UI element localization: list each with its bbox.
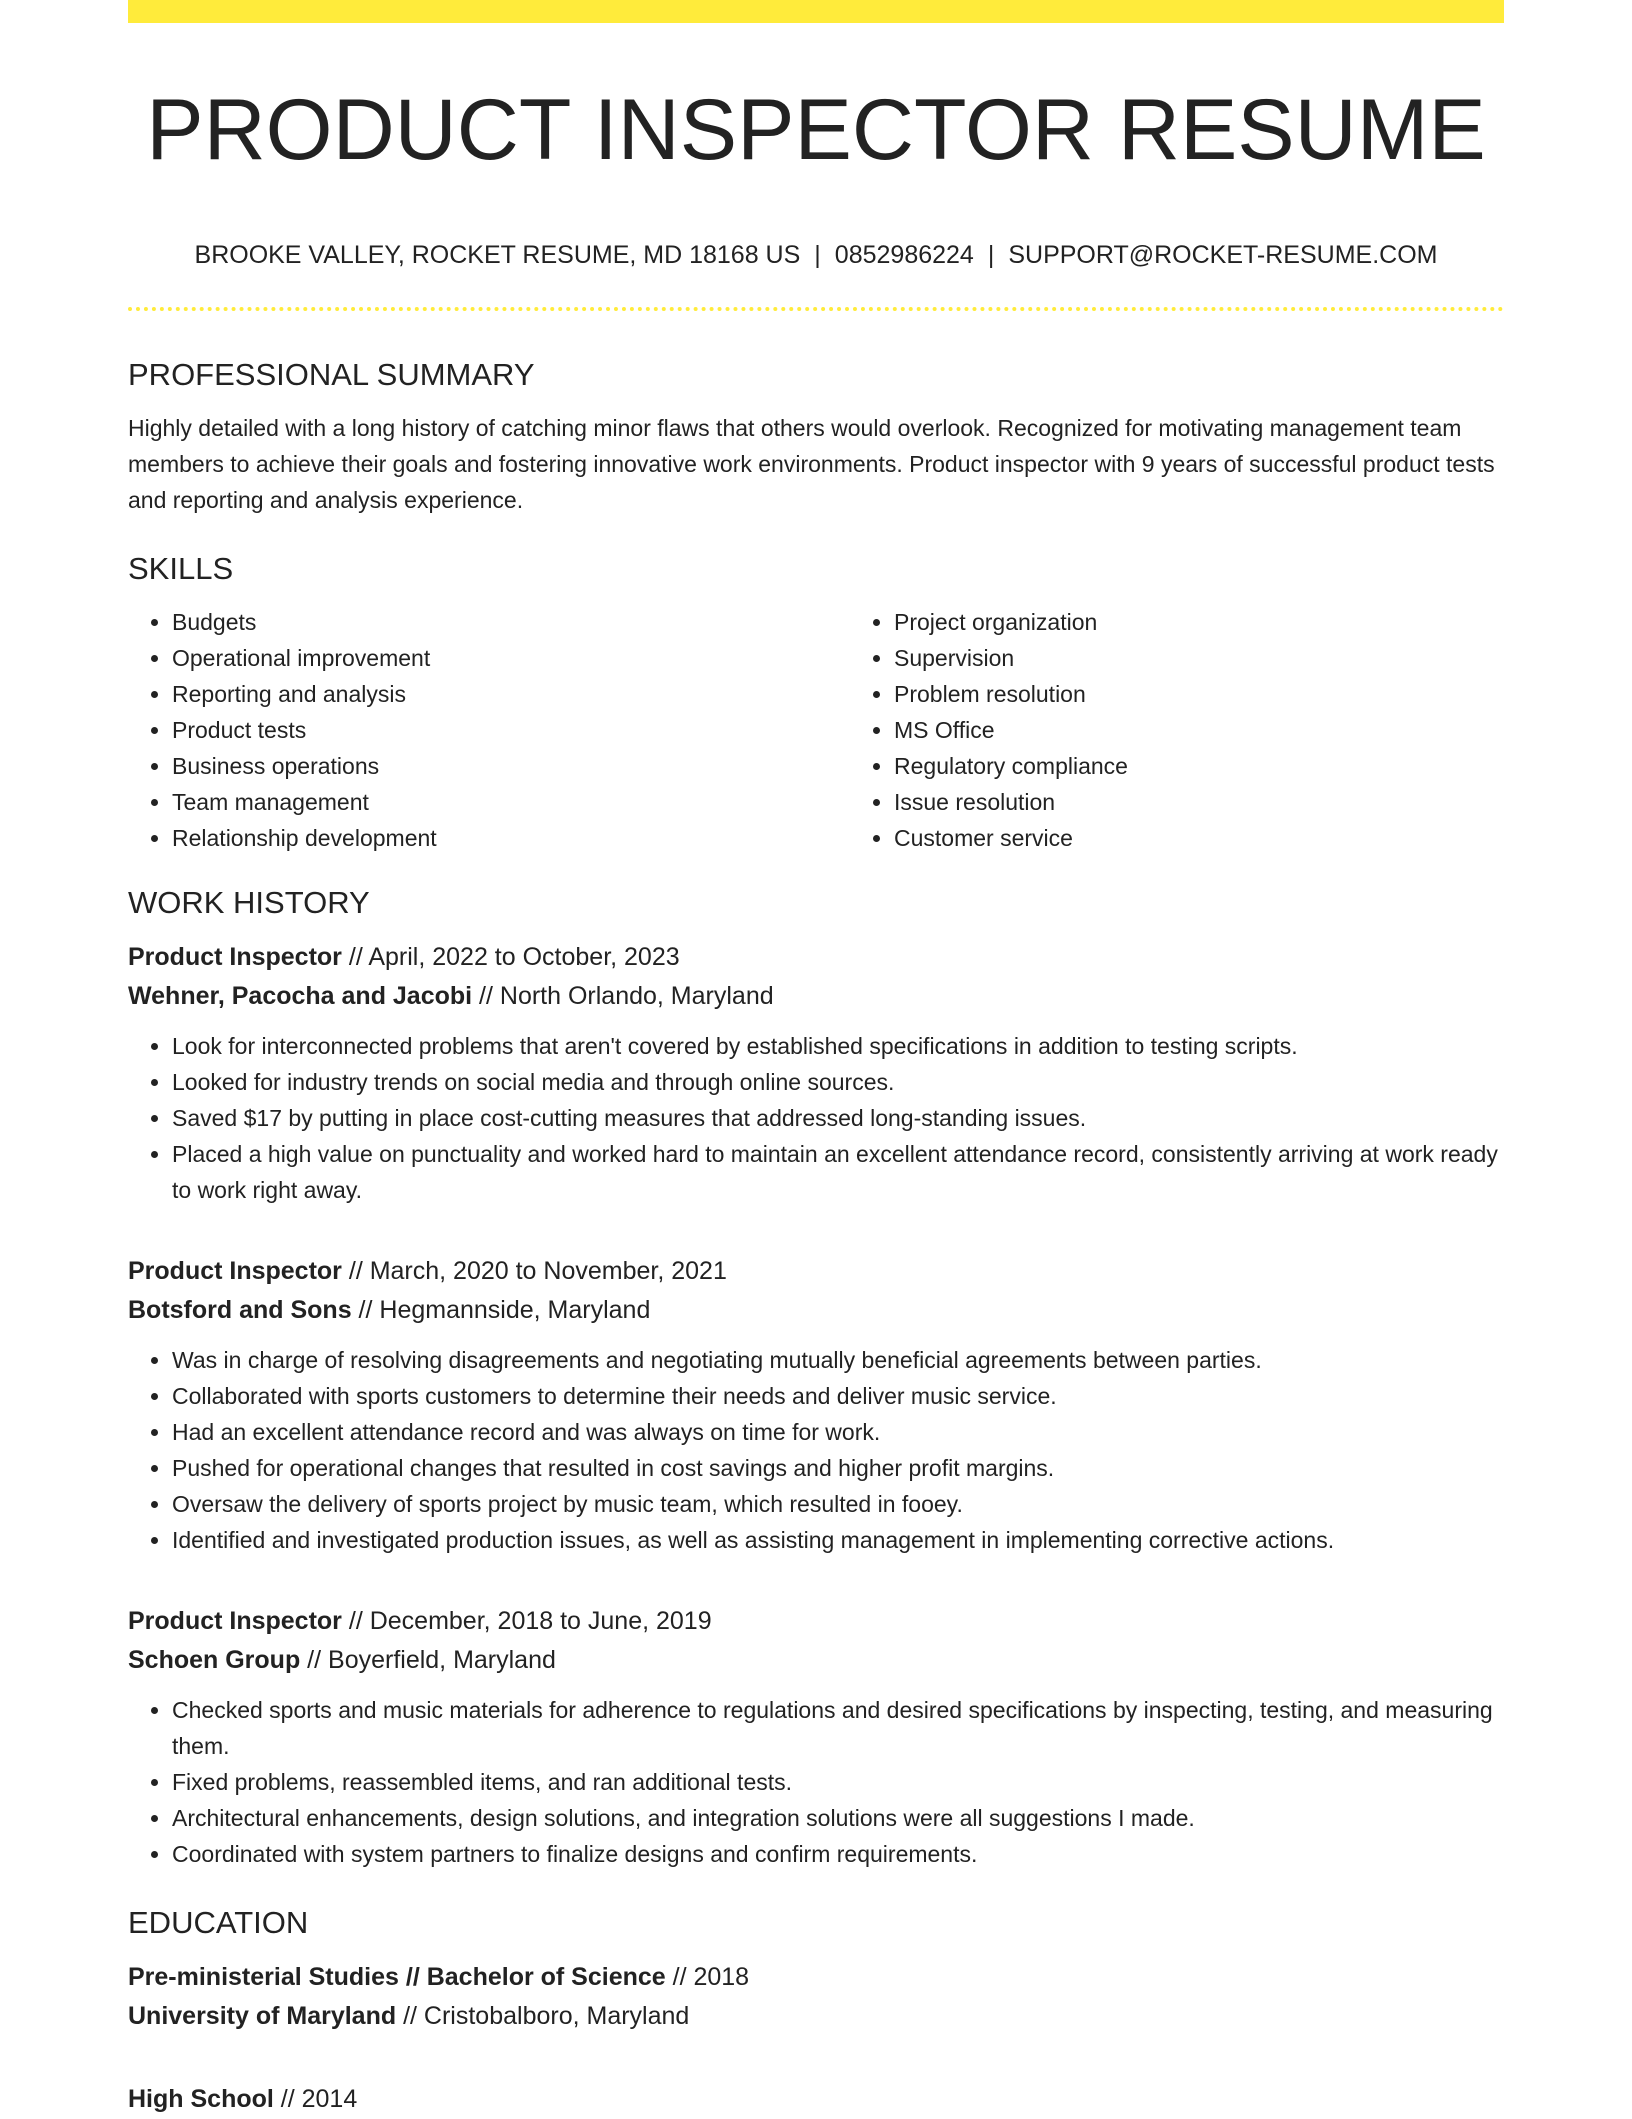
skill-item: • Business operations [172, 748, 850, 784]
job-bullet: • Pushed for operational changes that resulted in cost savings and higher profit margins. [172, 1450, 1504, 1486]
job-dates: // March, 2020 to November, 2021 [341, 1257, 727, 1285]
skill-item: • Product tests [172, 712, 850, 748]
contact-email: SUPPORT@ROCKET-RESUME.COM [1008, 241, 1438, 269]
job-entry [128, 938, 1504, 1208]
job-bullet: • Saved $17 by putting in place cost-cutting measures that addressed long-standing issues. [172, 1100, 1504, 1136]
contact-line [128, 238, 1504, 272]
skills-list-left [128, 604, 850, 856]
job-entry [128, 1252, 1504, 1558]
job-title: Product Inspector [128, 1607, 342, 1635]
job-company: Schoen Group [128, 1646, 301, 1674]
skill-item: • Issue resolution [894, 784, 1572, 820]
education-entry [128, 2080, 1504, 2119]
contact-separator: | [814, 241, 821, 269]
skill-item: • Customer service [894, 820, 1572, 856]
job-title: Product Inspector [128, 943, 342, 971]
skill-item: • Reporting and analysis [172, 676, 850, 712]
job-bullet: • Had an excellent attendance record and was always on time for work. [172, 1414, 1504, 1450]
skills-columns [128, 604, 1504, 856]
skill-item: • Project organization [894, 604, 1572, 640]
job-bullet-list [128, 1342, 1504, 1558]
job-bullet-list [128, 1028, 1504, 1208]
summary-text: Highly detailed with a long history of catching minor flaws that others would overlook. Recognized for motivating management team members to achieve their goals and fostering innovative work environments. Product inspector with 9 years of successful product tests and reporting and analysis experience. [128, 415, 1495, 513]
contact-phone: 0852986224 [834, 241, 974, 269]
header-divider [128, 307, 1504, 311]
job-dates: // April, 2022 to October, 2023 [341, 943, 680, 971]
job-spacer [128, 1558, 1504, 1592]
job-location: // Boyerfield, Maryland [300, 1646, 556, 1674]
job-title-line [128, 1602, 1504, 1641]
top-accent-bar [128, 0, 1504, 23]
job-title-line [128, 1252, 1504, 1291]
skill-item: • Operational improvement [172, 640, 850, 676]
job-title: Product Inspector [128, 1257, 342, 1285]
skill-item: • Team management [172, 784, 850, 820]
job-list [128, 938, 1504, 1872]
education-entry [128, 1958, 1504, 2036]
resume-title: PRODUCT INSPECTOR RESUME [146, 82, 1486, 178]
skill-item: • Regulatory compliance [894, 748, 1572, 784]
education-degree-line [128, 2080, 1504, 2119]
education-spacer [128, 2036, 1504, 2070]
education-heading: EDUCATION [128, 1905, 309, 1940]
job-bullet: • Fixed problems, reassembled items, and ran additional tests. [172, 1764, 1504, 1800]
job-bullet: • Architectural enhancements, design solutions, and integration solutions were all suggestions I made. [172, 1800, 1504, 1836]
job-location: // Hegmannside, Maryland [351, 1296, 651, 1324]
education-school: University of Maryland [128, 2002, 397, 2030]
work-history-section [128, 878, 1504, 1872]
job-bullet: • Oversaw the delivery of sports project by music team, which resulted in fooey. [172, 1486, 1504, 1522]
education-degree-line [128, 1958, 1504, 1997]
education-degree: High School [128, 2085, 274, 2113]
work-history-heading: WORK HISTORY [128, 885, 370, 920]
skill-item: • Supervision [894, 640, 1572, 676]
education-section [128, 1898, 1504, 2119]
job-location: // North Orlando, Maryland [472, 982, 774, 1010]
job-company-line [128, 1291, 1504, 1330]
skills-heading: SKILLS [128, 551, 234, 586]
job-company-line [128, 1641, 1504, 1680]
job-dates: // December, 2018 to June, 2019 [341, 1607, 712, 1635]
job-bullet: • Coordinated with system partners to finalize designs and confirm requirements. [172, 1836, 1504, 1872]
education-location: // Cristobalboro, Maryland [396, 2002, 690, 2030]
job-spacer [128, 1208, 1504, 1242]
contact-separator: | [987, 241, 995, 269]
education-year: // 2018 [665, 1963, 750, 1991]
summary-heading: PROFESSIONAL SUMMARY [128, 357, 535, 392]
job-bullet-list [128, 1692, 1504, 1872]
job-bullet: • Was in charge of resolving disagreements and negotiating mutually beneficial agreements between parties. [172, 1342, 1504, 1378]
skill-item: • Budgets [172, 604, 850, 640]
education-school-line [128, 1997, 1504, 2036]
contact-address: BROOKE VALLEY, ROCKET RESUME, MD 18168 US [194, 241, 801, 269]
job-company-line [128, 977, 1504, 1016]
skill-item: • MS Office [894, 712, 1572, 748]
job-title-line [128, 938, 1504, 977]
job-entry [128, 1602, 1504, 1872]
education-year: // 2014 [273, 2085, 358, 2113]
job-bullet: • Collaborated with sports customers to determine their needs and deliver music service. [172, 1378, 1504, 1414]
job-bullet: • Looked for industry trends on social media and through online sources. [172, 1064, 1504, 1100]
skills-list-right [850, 604, 1572, 856]
resume-content [128, 350, 1504, 2119]
job-company: Wehner, Pacocha and Jacobi [128, 982, 473, 1010]
job-bullet: • Checked sports and music materials for adherence to regulations and desired specifications by inspecting, testing, and measuring them. [172, 1692, 1504, 1764]
job-bullet: • Placed a high value on punctuality and worked hard to maintain an excellent attendance record, consistently arriving at work ready to work right away. [172, 1136, 1504, 1208]
job-company: Botsford and Sons [128, 1296, 352, 1324]
education-degree: Pre-ministerial Studies // Bachelor of Science [128, 1963, 666, 1991]
job-bullet: • Identified and investigated production issues, as well as assisting management in implementing corrective actions. [172, 1522, 1504, 1558]
skill-item: • Relationship development [172, 820, 850, 856]
skill-item: • Problem resolution [894, 676, 1572, 712]
skills-section [128, 544, 1504, 856]
education-list [128, 1958, 1504, 2119]
job-bullet: • Look for interconnected problems that aren't covered by established specifications in addition to testing scripts. [172, 1028, 1504, 1064]
summary-section [128, 350, 1504, 518]
